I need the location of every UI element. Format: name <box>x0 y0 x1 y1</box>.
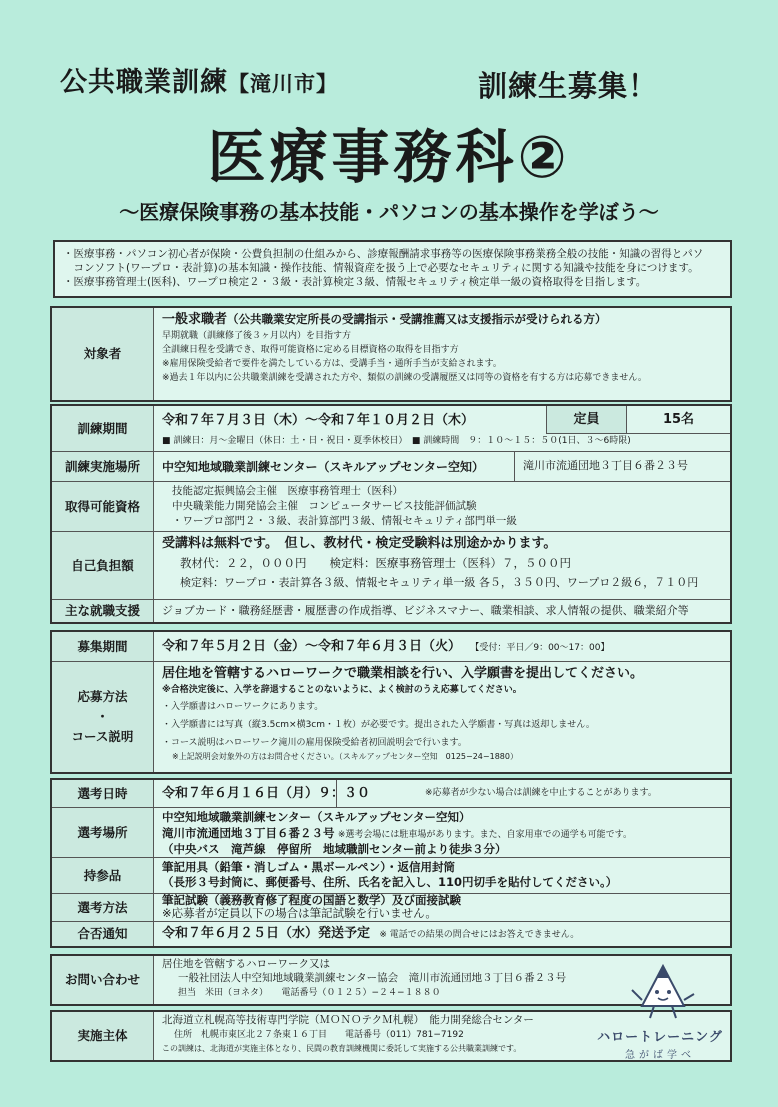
cost-line: 検定料：ワープロ・表計算各３級、情報セキュリティ単一級 各５，３５０円、ワープロ２級６，７１０円 <box>180 576 699 589</box>
apply-content <box>154 662 730 772</box>
apply-line: ※合格決定後に、入学を辞退することのないように、よく検討のうえ応募してください。 <box>162 685 522 695</box>
apply-section <box>50 630 732 774</box>
apply-period-value: 令和７年５月２日（金）〜令和７年６月３日（火） <box>162 639 462 654</box>
cost-label: 自己負担額 <box>52 532 154 599</box>
method-label: 選考方法 <box>52 894 154 921</box>
result-label: 合否通知 <box>52 922 154 946</box>
target-line: ※過去１年以内に公共職業訓練を受講された方や、類似の訓練の受講履歴又は同等の資格を有する方は応募できません。 <box>162 373 647 383</box>
target-line: ※雇用保険受給者で要件を満たしている方は、受講手当・通所手当が支給されます。 <box>162 359 502 369</box>
intro-line: コンソフト(ワープロ・表計算)の基本知識・操作技能、情報資産を扱う上で必要なセキュリティに関する知識や技能を身につけます。 <box>63 262 699 274</box>
items-content <box>154 858 730 893</box>
apply-line: ・コース説明はハローワーク滝川の雇用保険受給者初回説明会で行います。 <box>162 738 467 748</box>
items-row <box>52 858 730 894</box>
page-title: 医療事務科② <box>207 123 571 191</box>
exam-date-label: 選考日時 <box>52 780 154 807</box>
result-content <box>154 922 730 946</box>
exam-place-label: 選考場所 <box>52 808 154 857</box>
exam-section <box>50 778 732 948</box>
intro-line: ・医療事務管理士(医科)、ワープロ検定２・３級・表計算検定３級、情報セキュリティ検定単一級の資格取得を目指します。 <box>63 276 647 288</box>
cost-main: 受講料は無料です。 但し、教材代・検定受験料は別途かかります。 <box>162 536 557 551</box>
period-value: 令和７年７月３日（木）〜令和７年１０月２日（木） <box>162 413 475 428</box>
place-address: 滝川市流通団地３丁目６番２３号 <box>514 452 730 481</box>
target-content <box>154 308 730 400</box>
contact-label: お問い合わせ <box>52 956 154 1004</box>
items-line: 筆記用具（鉛筆・消しゴム・黒ボールペン）・返信用封筒 <box>162 860 456 874</box>
items-line: （長形３号封筒に、郵便番号、住所、氏名を記入し、110円切手を貼付してください。） <box>162 875 618 889</box>
apply-line: ※上記説明会対象外の方はお問合せください。（スキルアップセンター空知 0125−24−1880） <box>172 752 518 761</box>
recruit-heading: 訓練生募集！ <box>478 69 659 103</box>
exam-place-line: 滝川市流通団地３丁目６番２３号 <box>162 826 335 840</box>
hello-training-mascot-icon <box>628 962 698 1024</box>
target-row <box>52 308 730 400</box>
qual-content <box>154 482 730 531</box>
page-subtitle: 〜医療保険事務の基本技能・パソコンの基本操作を学ぼう〜 <box>119 200 659 224</box>
target-label: 対象者 <box>52 308 154 400</box>
contact-line: 居住地を管轄するハローワーク又は <box>162 958 330 970</box>
apply-line: ・入学願書には写真（縦3.5cm×横3cm・１枚）が必要です。提出された入学願書・写真は返却しません。 <box>162 720 595 730</box>
qual-line: 中央職業能力開発協会主催 コンピュータサービス技能評価試験 <box>172 500 477 512</box>
method-line: ※応募者が定員以下の場合は筆記試験を行いません。 <box>162 906 437 920</box>
qual-row <box>52 482 730 532</box>
apply-period-row <box>52 632 730 662</box>
target-line: 全訓練日程を受講でき、取得可能資格に定める目標資格の取得を目指す方 <box>162 345 459 355</box>
capacity-value: 15名 <box>626 406 730 434</box>
program-heading <box>60 60 338 99</box>
apply-main: 居住地を管轄するハローワークで職業相談を行い、入学願書を提出してください。 <box>162 666 644 681</box>
exam-place-note: ※選考会場には駐車場があります。また、自家用車での通学も可能です。 <box>337 830 632 840</box>
apply-period-label: 募集期間 <box>52 632 154 661</box>
exam-place-content <box>154 808 730 857</box>
intro-line: ・医療事務・パソコン初心者が保険・公費負担制の仕組みから、診療報酬請求事務等の医療保険事務業務全般の技能・知識の習得とパソ <box>63 248 704 260</box>
city-label: 【滝川市】 <box>228 72 338 96</box>
target-line: 早期就職（訓練修了後３ヶ月以内）を目指す方 <box>162 331 352 341</box>
method-content <box>154 894 730 921</box>
place-content <box>154 452 730 481</box>
logo-name: ハロートレーニング <box>597 1030 723 1045</box>
qual-line: 技能認定振興協会主催 医療事務管理士（医科） <box>172 485 403 497</box>
period-days: ■ 訓練日：月〜金曜日（休日：土・日・祝日・夏季休校日） <box>162 436 403 446</box>
period-row <box>52 406 730 452</box>
apply-period-content <box>154 632 730 661</box>
place-name: 中空知地域職業訓練センター（スキルアップセンター空知） <box>162 460 484 474</box>
qual-line: ・ワープロ部門２・３級、表計算部門３級、情報セキュリティ部門単一級 <box>172 515 517 527</box>
target-main: 一般求職者 <box>162 312 228 327</box>
org-line: 北海道立札幌高等技術専門学院（ＭＯＮＯテクＭ札幌） 能力開発総合センター <box>162 1014 534 1026</box>
place-row <box>52 452 730 482</box>
place-label: 訓練実施場所 <box>52 452 154 481</box>
contact-line: 一般社団法人中空知地域職業訓練センター協会 滝川市流通団地３丁目６番２３号 <box>178 972 567 984</box>
exam-place-line: 中空知地域職業訓練センター（スキルアップセンター空知） <box>162 810 471 824</box>
period-hours: ■ 訓練時間 ９：１０〜１５：５０(1日、３〜6時限) <box>411 436 631 446</box>
apply-period-note: 【受付：平日／9：00〜17：00】 <box>470 643 610 653</box>
support-row <box>52 600 730 622</box>
target-main-note: （公共職業安定所長の受講指示・受講推薦又は支援指示が受けられる方） <box>227 312 607 326</box>
method-line: 筆記試験（義務教育修了程度の国語と数学）及び面接試験 <box>162 893 461 907</box>
result-value: 令和７年６月２５日（水）発送予定 <box>162 926 371 941</box>
qual-label: 取得可能資格 <box>52 482 154 531</box>
apply-label-line: コース説明 <box>71 729 134 744</box>
training-section <box>50 404 732 624</box>
result-row <box>52 922 730 946</box>
exam-date-content <box>154 780 730 807</box>
apply-label-line: 応募方法 <box>77 689 128 704</box>
apply-label <box>52 662 154 772</box>
exam-date-value: 令和７年６月１６日（月）９：３０ <box>162 786 371 801</box>
logo-tagline: 急がば学べ <box>625 1050 695 1061</box>
org-label: 実施主体 <box>52 1012 154 1060</box>
org-line: この訓練は、北海道が実施主体となり、民間の教育訓練機関に委託して実施する公共職業訓練です。 <box>162 1044 522 1053</box>
method-row <box>52 894 730 922</box>
period-label: 訓練期間 <box>52 406 154 451</box>
target-section <box>50 306 732 402</box>
exam-date-row <box>52 780 730 808</box>
period-content <box>154 406 730 451</box>
apply-label-line: ・ <box>96 709 109 724</box>
support-value: ジョブカード・職務経歴書・履歴書の作成指導、ビジネスマナー、職業相談、求人情報の提供、職業紹介等 <box>162 604 689 617</box>
exam-place-line: （中央バス 滝芦線 停留所 地域職訓センター前より徒歩３分） <box>162 842 507 856</box>
apply-row <box>52 662 730 772</box>
intro-box <box>53 240 732 298</box>
org-line: 住所 札幌市東区北２７条東１６丁目 電話番号（011）781−7192 <box>174 1030 464 1040</box>
contact-line: 担当 米田（ヨネタ） 電話番号（０１２５）−２４−１８８０ <box>178 988 441 998</box>
cost-line: 教材代：２２，０００円 検定料：医療事務管理士（医科）７，５００円 <box>180 556 571 570</box>
program-label: 公共職業訓練 <box>60 67 228 98</box>
support-label: 主な就職支援 <box>52 600 154 622</box>
cost-content <box>154 532 730 599</box>
exam-date-note: ※応募者が少ない場合は訓練を中止することがあります。 <box>336 780 730 807</box>
result-note: ※ 電話での結果の問合せにはお答えできません。 <box>379 930 580 940</box>
items-label: 持参品 <box>52 858 154 893</box>
capacity-label: 定員 <box>546 406 626 434</box>
apply-line: ・入学願書はハローワークにあります。 <box>162 702 324 712</box>
cost-row <box>52 532 730 600</box>
exam-place-row <box>52 808 730 858</box>
